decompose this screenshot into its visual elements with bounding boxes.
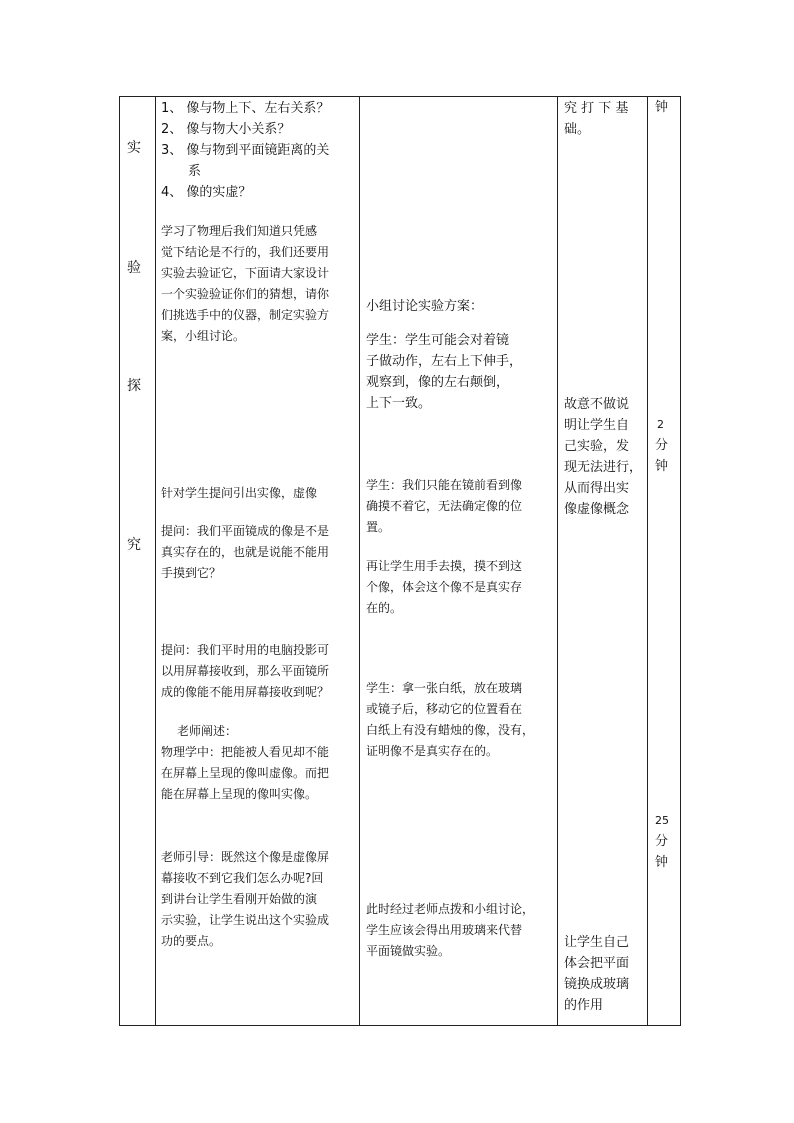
lesson-table: 实 验 探 究 1、 像与物上下、左右关系？ 2、 像与物大小关系？ 3、 像与物到平面镜距离的关 系 4、 像的实虚？ 学习了物理后我们知道只凭感 觉下结论是不行的，我们还要用 实验去验证它，下面请大家设计 一个实验验证你们的猜想，请你 们挑选手中的仪器，制定实验方 案，小组讨论。 针对学生提问引出实像，虚像 提问：我们平面镜成的像是不是 真实存在的，也就是说能不能用 手摸到它？ 提问：我们平时用的电脑投影可 以用屏幕接收到，那么平面镜所 成的像能不能用屏幕接收到呢？ 老师阐述： 物理学中：把能被人看见却不能 在屏幕上呈现的像叫虚像。而把 能在屏幕上呈现的像叫实像。 老师引导：既然这个像是虚像屏 幕接收不到它我们怎么办呢?回 到讲台让学生看刚开始做的演 示实验，让学生说出这个实验成 功的要点。 小组讨论实验方案： 学生：学生可能会对着镜 子做动作，左右上下伸手， 观察到，像的左右颠倒， 上下一致。 学生：我们只能在镜前看到像 确摸不着它，无法确定像的位 置。 再让学生用手去摸，摸不到这 个像，体会这个像不是真实存 在的。 学生：拿一张白纸，放在玻璃 或镜子后，移动它的位置看在 白纸上有没有蜡烛的像，没有， 证明像不是真实存在的。 此时经过老师点拨和小组讨论， 学生应该会得出用玻璃来代替 平面镜做实验。 究 打 下 基 础。 故意不做说 明让学生自 己实验，发 现无法进行， 从而得出实 像虚像概念 让学生自己 体会把平面 镜换成玻璃 的作用 钟 2 分 钟 25 分 钟	[119, 96, 681, 1026]
section-title-char: 究	[127, 537, 141, 553]
column-divider	[155, 97, 156, 1025]
section-title-char: 验	[127, 260, 141, 276]
question-item: 2、 像与物大小关系？	[161, 122, 291, 137]
question-item: 4、 像的实虚？	[161, 185, 252, 200]
student-paragraph: 小组讨论实验方案：	[366, 299, 484, 314]
section-title-char: 实	[127, 140, 141, 156]
section-title-char: 探	[127, 378, 141, 394]
question-item: 系	[188, 164, 202, 179]
column-divider	[647, 97, 648, 1025]
question-item: 1、 像与物上下、左右关系？	[161, 101, 330, 116]
time-allocation: 钟	[655, 100, 669, 115]
teacher-paragraph: 针对学生提问引出实像，虚像	[161, 486, 318, 500]
question-item: 3、 像与物到平面镜距离的关	[161, 143, 330, 158]
column-divider	[557, 97, 558, 1025]
column-divider	[359, 97, 360, 1025]
